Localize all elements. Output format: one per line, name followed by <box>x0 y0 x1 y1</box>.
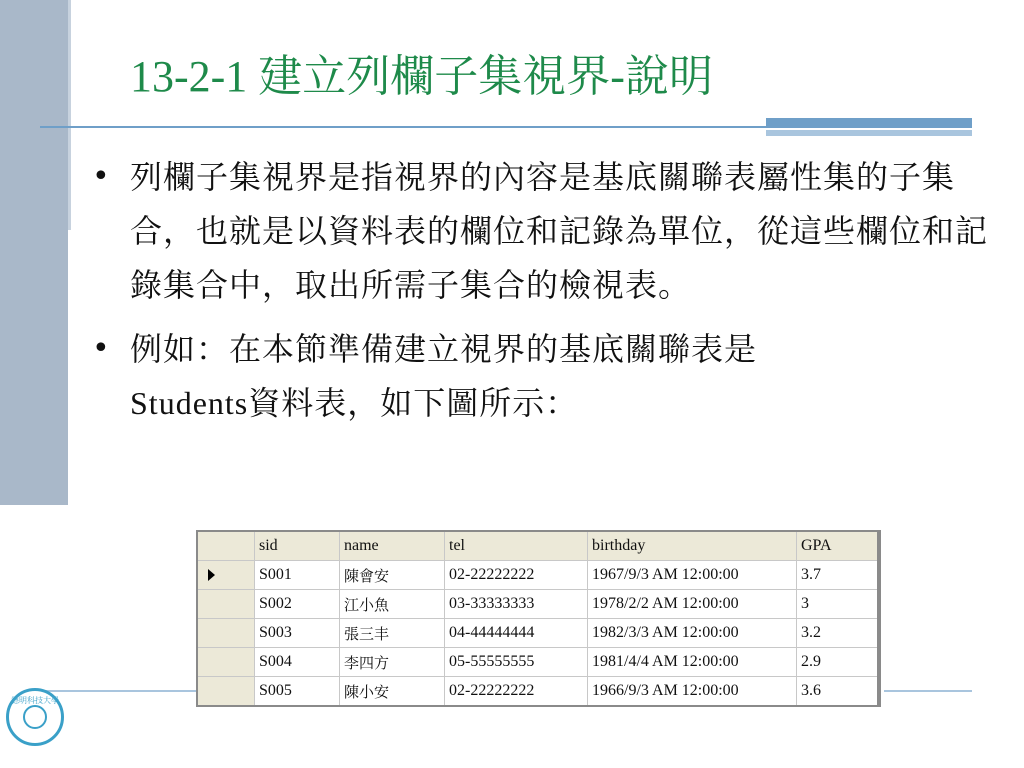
row-selector[interactable] <box>197 561 255 590</box>
table-cell-gpa[interactable]: 3 <box>797 590 880 619</box>
table-row[interactable] <box>197 590 879 619</box>
row-selector[interactable] <box>197 590 255 619</box>
table-cell-gpa[interactable]: 3.6 <box>797 677 880 707</box>
table-cell-birthday[interactable]: 1981/4/4 AM 12:00:00 <box>588 648 797 677</box>
left-decor-bar <box>0 0 68 505</box>
footer-line-left <box>40 690 196 692</box>
table-cell-birthday[interactable]: 1967/9/3 AM 12:00:00 <box>588 561 797 590</box>
table-cell-gpa[interactable]: 2.9 <box>797 648 880 677</box>
column-header-sid[interactable]: sid <box>255 531 340 561</box>
column-header-tel[interactable]: tel <box>445 531 588 561</box>
row-selector[interactable] <box>197 619 255 648</box>
footer-line-right <box>884 690 972 692</box>
grid-header-row <box>197 531 879 561</box>
current-row-arrow-icon <box>208 569 215 581</box>
row-selector[interactable] <box>197 648 255 677</box>
table-cell-sid[interactable]: S004 <box>255 648 340 677</box>
table-cell-tel[interactable]: 05-55555555 <box>445 648 588 677</box>
bullet-dot-icon: • <box>92 331 111 366</box>
title-divider-accent <box>766 118 972 128</box>
bullet-text-1: 列欄子集視界是指視界的內容是基底關聯表屬性集的子集合，也就是以資料表的欄位和記錄為單位，從這些欄位和記錄集合中，取出所需子集合的檢視表。 <box>130 158 989 304</box>
bullet-item-2 <box>88 322 998 430</box>
table-row[interactable] <box>197 619 879 648</box>
left-decor-line <box>68 0 71 230</box>
bullet-dot-icon: • <box>92 159 111 194</box>
table-cell-gpa[interactable]: 3.7 <box>797 561 880 590</box>
students-data-grid[interactable] <box>196 530 881 707</box>
table-cell-birthday[interactable]: 1978/2/2 AM 12:00:00 <box>588 590 797 619</box>
bullet-text-2-prefix: 例如：在本節準備建立視界的基底關聯表是 <box>130 330 758 368</box>
title-divider-accent-light <box>766 130 972 136</box>
table-cell-sid[interactable]: S002 <box>255 590 340 619</box>
table-cell-tel[interactable]: 03-33333333 <box>445 590 588 619</box>
column-header-birthday[interactable]: birthday <box>588 531 797 561</box>
table-cell-name[interactable]: 張三丰 <box>340 619 445 648</box>
table-row[interactable] <box>197 648 879 677</box>
column-header-name[interactable]: name <box>340 531 445 561</box>
row-selector-header <box>197 531 255 561</box>
table-cell-name[interactable]: 陳會安 <box>340 561 445 590</box>
table-cell-name[interactable]: 李四方 <box>340 648 445 677</box>
table-cell-birthday[interactable]: 1966/9/3 AM 12:00:00 <box>588 677 797 707</box>
table-cell-tel[interactable]: 02-22222222 <box>445 561 588 590</box>
table-cell-sid[interactable]: S005 <box>255 677 340 707</box>
slide-title: 13-2-1 建立列欄子集視界-說明 <box>130 52 713 101</box>
logo-emblem-icon <box>23 705 47 729</box>
table-row[interactable] <box>197 677 879 707</box>
university-logo <box>6 688 64 746</box>
row-selector[interactable] <box>197 677 255 707</box>
table-cell-sid[interactable]: S001 <box>255 561 340 590</box>
bullet-text-2: 資料表，如下圖所示： <box>248 384 579 422</box>
bullet-list <box>88 150 998 440</box>
table-cell-name[interactable]: 陳小安 <box>340 677 445 707</box>
bullet-item-1 <box>88 150 998 312</box>
table-row[interactable] <box>197 561 879 590</box>
table-cell-gpa[interactable]: 3.2 <box>797 619 880 648</box>
table-cell-birthday[interactable]: 1982/3/3 AM 12:00:00 <box>588 619 797 648</box>
column-header-gpa[interactable]: GPA <box>797 531 880 561</box>
table-cell-sid[interactable]: S003 <box>255 619 340 648</box>
bullet-text-2-latin: Students <box>130 385 249 421</box>
table-cell-name[interactable]: 江小魚 <box>340 590 445 619</box>
logo-text: 德明科技大學 <box>11 696 59 705</box>
table-cell-tel[interactable]: 04-44444444 <box>445 619 588 648</box>
table-cell-tel[interactable]: 02-22222222 <box>445 677 588 707</box>
